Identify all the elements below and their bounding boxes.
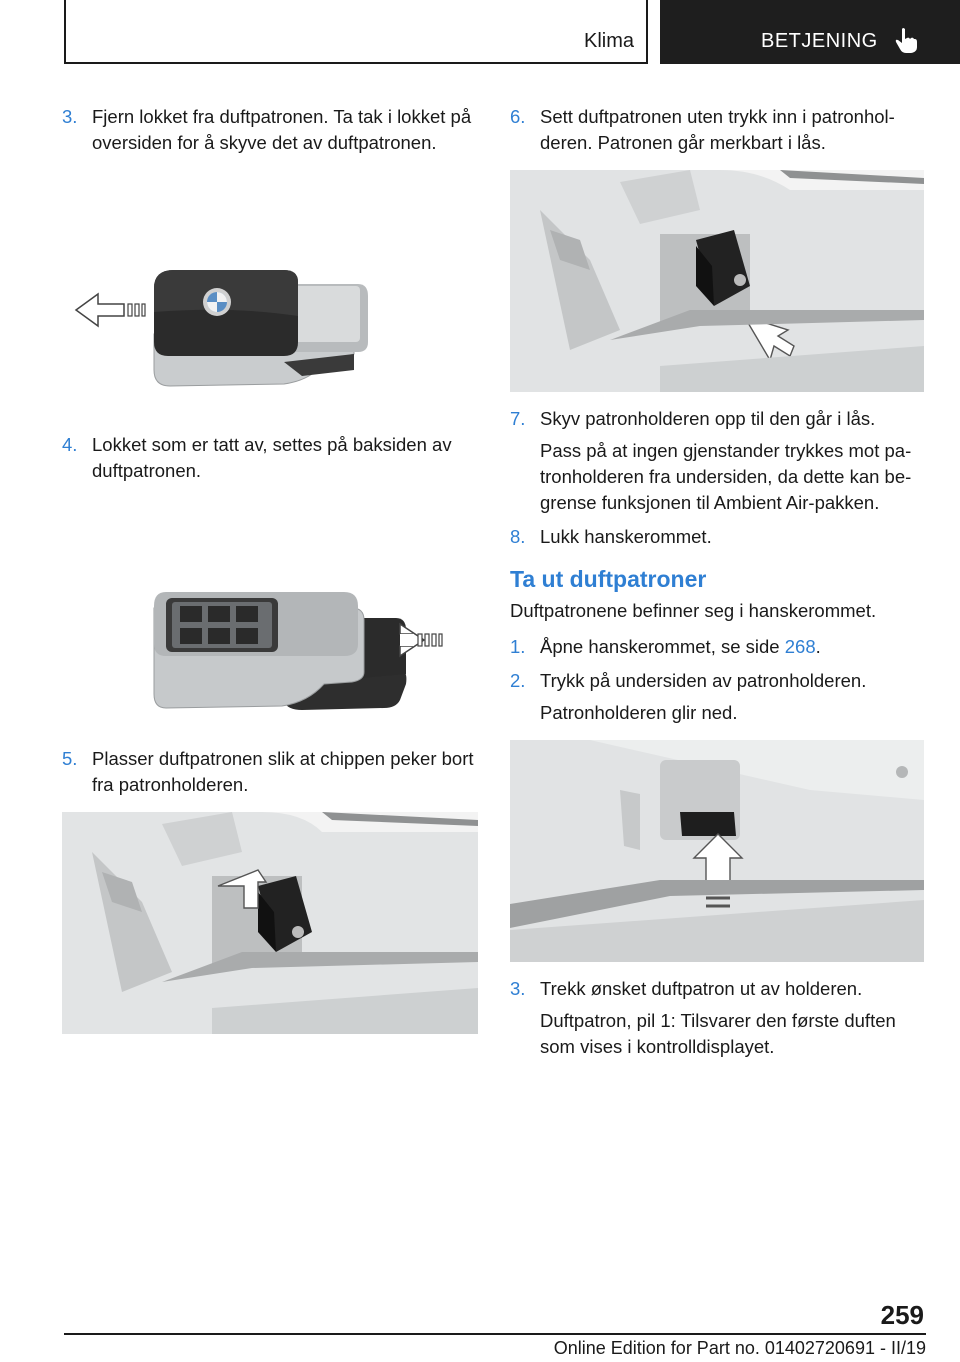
figure-attach-lid <box>62 494 478 732</box>
figure-press-holder <box>510 740 924 962</box>
step-1-open-glovebox <box>510 634 926 660</box>
step-2-press-holder <box>510 668 926 694</box>
cartridge-back-illustration <box>62 494 478 732</box>
step-text: Trykk på undersiden av patronholderen. <box>540 670 867 691</box>
hand-pointer-icon <box>894 26 920 54</box>
step-3-pull-cartridge <box>510 976 926 1002</box>
footer-edition: Online Edition for Part no. 01402720691 - II/19 <box>553 1338 926 1358</box>
step-text: Åpne hanskerommet, se side <box>540 636 785 657</box>
step-text: Skyv patronholderen opp til den går i lås. <box>540 408 876 429</box>
step-text: Sett duftpatronen uten trykk inn i patronhol-deren. Patronen går merkbart i lås. <box>540 106 895 153</box>
step-text: Lukk hanskerommet. <box>540 526 712 547</box>
step-number: 7. <box>510 408 526 429</box>
step-7-note: Pass på at ingen gjenstander trykkes mot pa-tronholderen fra undersiden, da dette kan be-grense funksjonen til Ambient Air-pakken. <box>540 440 912 513</box>
step-number: 3. <box>62 106 78 127</box>
step-text: Lokket som er tatt av, settes på baksiden av duftpatronen. <box>92 434 452 481</box>
section-title: BETJENING <box>761 30 878 52</box>
step-text: Fjern lokket fra duftpatronen. Ta tak i lokket på oversiden for å skyve det av duftpatronen. <box>92 106 472 153</box>
header-section-box <box>660 0 960 64</box>
glovebox-release-photo <box>510 740 924 962</box>
header-chapter-box <box>64 0 648 64</box>
step-text: Plasser duftpatronen slik at chippen peker bort fra patronholderen. <box>92 748 474 795</box>
footer-divider <box>64 1333 926 1335</box>
step-5-position-cartridge <box>62 746 478 798</box>
step-4-attach-lid <box>62 432 478 484</box>
right-column <box>510 104 926 1060</box>
figure-position-cartridge <box>62 812 478 1034</box>
step-number: 8. <box>510 526 526 547</box>
section-intro: Duftpatronene befinner seg i hanskerommet. <box>510 600 877 621</box>
figure-remove-lid <box>62 166 478 402</box>
step-3-note: Duftpatron, pil 1: Tilsvarer den første duften som vises i kontrolldisplayet. <box>540 1010 896 1057</box>
step-number: 6. <box>510 106 526 127</box>
step-7-push-holder <box>510 406 926 432</box>
step-8-close-glovebox <box>510 524 926 550</box>
glovebox-holder-photo <box>510 170 924 392</box>
figure-insert-cartridge <box>510 170 924 392</box>
left-column <box>62 104 478 1034</box>
step-number: 3. <box>510 978 526 999</box>
step-number: 2. <box>510 670 526 691</box>
glovebox-insert-photo <box>62 812 478 1034</box>
cartridge-lid-illustration <box>62 166 478 402</box>
step-number: 1. <box>510 636 526 657</box>
step-number: 5. <box>62 748 78 769</box>
step-number: 4. <box>62 434 78 455</box>
step-text: Trekk ønsket duftpatron ut av holderen. <box>540 978 863 999</box>
step-6-insert-cartridge <box>510 104 926 156</box>
step-text-end: . <box>815 636 821 657</box>
step-2-note: Patronholderen glir ned. <box>540 702 738 723</box>
section-heading: Ta ut duftpatroner <box>510 566 707 592</box>
page-reference-link[interactable]: 268 <box>784 636 816 657</box>
chapter-title: Klima <box>583 30 634 52</box>
page-number: 259 <box>880 1300 924 1330</box>
step-3-remove-lid <box>62 104 478 156</box>
